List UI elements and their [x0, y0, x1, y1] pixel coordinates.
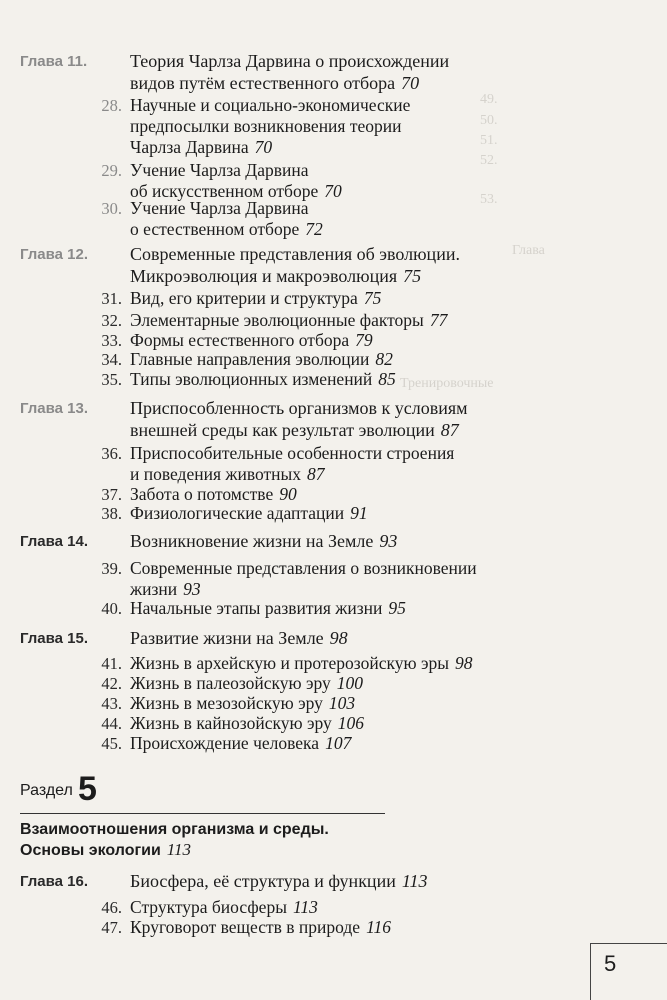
page-ref: 85 [378, 369, 396, 389]
title-line: Физиологические адаптации 91 [130, 503, 368, 523]
page-ref: 82 [375, 349, 393, 369]
chapter-title [130, 243, 460, 287]
page-ref: 91 [350, 503, 368, 523]
item-title [130, 484, 297, 505]
title-line: Забота о потомстве 90 [130, 484, 297, 504]
title-line: Круговорот веществ в природе 116 [130, 917, 392, 937]
item-number: 45. [101, 734, 122, 753]
section-title-line-last: Основы экологии 113 [20, 840, 192, 859]
page-ref: 70 [401, 73, 420, 93]
page-ref: 87 [440, 420, 459, 440]
item-title [130, 369, 396, 390]
title-line: Приспособительные особенности строения [130, 443, 455, 463]
chapter-label: Глава 14. [20, 533, 89, 550]
title-line: и поведения животных 87 [130, 464, 325, 484]
section-number: 5 [78, 770, 97, 808]
item-number: 32. [101, 311, 122, 330]
page-ref: 95 [388, 598, 406, 618]
item-number: 46. [101, 898, 122, 917]
item-number: 44. [101, 714, 122, 733]
page-ref: 90 [279, 484, 297, 504]
title-line: Жизнь в мезозойскую эру 103 [130, 693, 356, 713]
page-ref: 72 [305, 219, 323, 239]
page-ref: 70 [324, 181, 342, 201]
item-title [130, 288, 381, 309]
page-ref: 113 [292, 897, 318, 917]
title-line: Микроэволюция и макроэволюция 75 [130, 266, 422, 286]
item-title [130, 443, 454, 485]
chapter-label: Глава 15. [20, 630, 89, 647]
title-line: Теория Чарлза Дарвина о происхождении [130, 51, 450, 71]
item-number: 30. [101, 199, 122, 218]
page-number-box [590, 943, 667, 1000]
section-page: 113 [166, 840, 192, 859]
item-title [130, 733, 351, 754]
item-number: 28. [101, 96, 122, 115]
chapter-label: Глава 11. [20, 53, 88, 70]
page-ref: 113 [401, 871, 428, 891]
page-ref: 116 [366, 917, 392, 937]
page-ref: 70 [254, 137, 273, 157]
title-line: Научные и социально-экономические [130, 95, 411, 115]
chapter-title [130, 397, 468, 441]
item-number: 31. [101, 289, 122, 308]
title-line: Современные представления о возникновении [130, 558, 477, 578]
title-line: Приспособленность организмов к условиям [130, 398, 468, 418]
title-line: Элементарные эволюционные факторы 77 [130, 310, 448, 330]
item-number: 43. [101, 694, 122, 713]
item-number: 36. [101, 444, 122, 463]
page-ref: 106 [337, 713, 364, 733]
title-line: предпосылки возникновения теории [130, 116, 402, 136]
chapter-title [130, 50, 449, 94]
page-ref: 107 [325, 733, 352, 753]
title-line: Начальные этапы развития жизни 95 [130, 598, 406, 618]
item-title [130, 160, 342, 202]
section-title [20, 820, 440, 861]
section-title-line: Взаимоотношения организма и среды. [20, 821, 329, 838]
title-line: Происхождение человека 107 [130, 733, 352, 753]
title-line: Вид, его критерии и структура 75 [130, 288, 382, 308]
item-title [130, 310, 447, 331]
item-title [130, 503, 368, 524]
title-line: Современные представления об эволюции. [130, 244, 460, 264]
title-line: Возникновение жизни на Земле 93 [130, 531, 398, 551]
page-ref: 77 [429, 310, 448, 330]
item-title [130, 198, 323, 240]
item-title [130, 95, 410, 158]
item-title [130, 330, 373, 351]
item-title [130, 349, 393, 370]
title-line: внешней среды как результат эволюции 87 [130, 420, 459, 440]
title-line: Формы естественного отбора 79 [130, 330, 373, 350]
title-line: Учение Чарлза Дарвина [130, 198, 309, 218]
chapter-title [130, 627, 348, 649]
item-title [130, 693, 355, 714]
title-line: Главные направления эволюции 82 [130, 349, 393, 369]
item-number: 29. [101, 161, 122, 180]
title-line: о естественном отборе 72 [130, 219, 323, 239]
page-ref: 75 [403, 266, 422, 286]
title-line: видов путём естественного отбора 70 [130, 73, 420, 93]
item-number: 41. [101, 654, 122, 673]
chapter-title [130, 530, 397, 552]
page-ref: 100 [336, 673, 364, 693]
title-line: Жизнь в кайнозойскую эру 106 [130, 713, 364, 733]
page-ref: 79 [355, 330, 373, 350]
page-number: 5 [604, 951, 617, 976]
item-title [130, 917, 391, 938]
title-line: Структура биосферы 113 [130, 897, 318, 917]
title-line: жизни 93 [130, 579, 201, 599]
page-ref: 93 [379, 531, 398, 551]
section-divider [20, 813, 385, 814]
item-title [130, 653, 472, 674]
item-number: 35. [101, 370, 122, 389]
chapter-label: Глава 12. [20, 246, 89, 263]
page-ref: 75 [363, 288, 382, 308]
section-label: Раздел [20, 782, 73, 799]
page-ref: 93 [183, 579, 201, 599]
item-number: 34. [101, 350, 122, 369]
item-number: 40. [101, 599, 122, 618]
chapter-label: Глава 16. [20, 873, 89, 890]
item-title [130, 598, 406, 619]
chapter-title [130, 870, 428, 892]
page-ref: 98 [454, 653, 473, 673]
item-number: 39. [101, 559, 122, 578]
chapter-label: Глава 13. [20, 400, 89, 417]
item-number: 42. [101, 674, 122, 693]
title-line: Учение Чарлза Дарвина [130, 160, 309, 180]
item-title [130, 558, 477, 600]
page-ref: 87 [307, 464, 325, 484]
page-ref: 103 [328, 693, 356, 713]
item-number: 33. [101, 331, 122, 350]
item-number: 37. [101, 485, 122, 504]
title-line: Типы эволюционных изменений 85 [130, 369, 396, 389]
title-line: Чарлза Дарвина 70 [130, 137, 273, 157]
title-line: Развитие жизни на Земле 98 [130, 628, 348, 648]
title-line: Жизнь в палеозойскую эру 100 [130, 673, 364, 693]
title-line: Жизнь в архейскую и протерозойскую эры 98 [130, 653, 473, 673]
item-title [130, 897, 318, 918]
page-ref: 98 [329, 628, 348, 648]
title-line: об искусственном отборе 70 [130, 181, 342, 201]
item-number: 38. [101, 504, 122, 523]
item-title [130, 673, 363, 694]
item-number: 47. [101, 918, 122, 937]
item-title [130, 713, 364, 734]
title-line: Биосфера, её структура и функции 113 [130, 871, 428, 891]
